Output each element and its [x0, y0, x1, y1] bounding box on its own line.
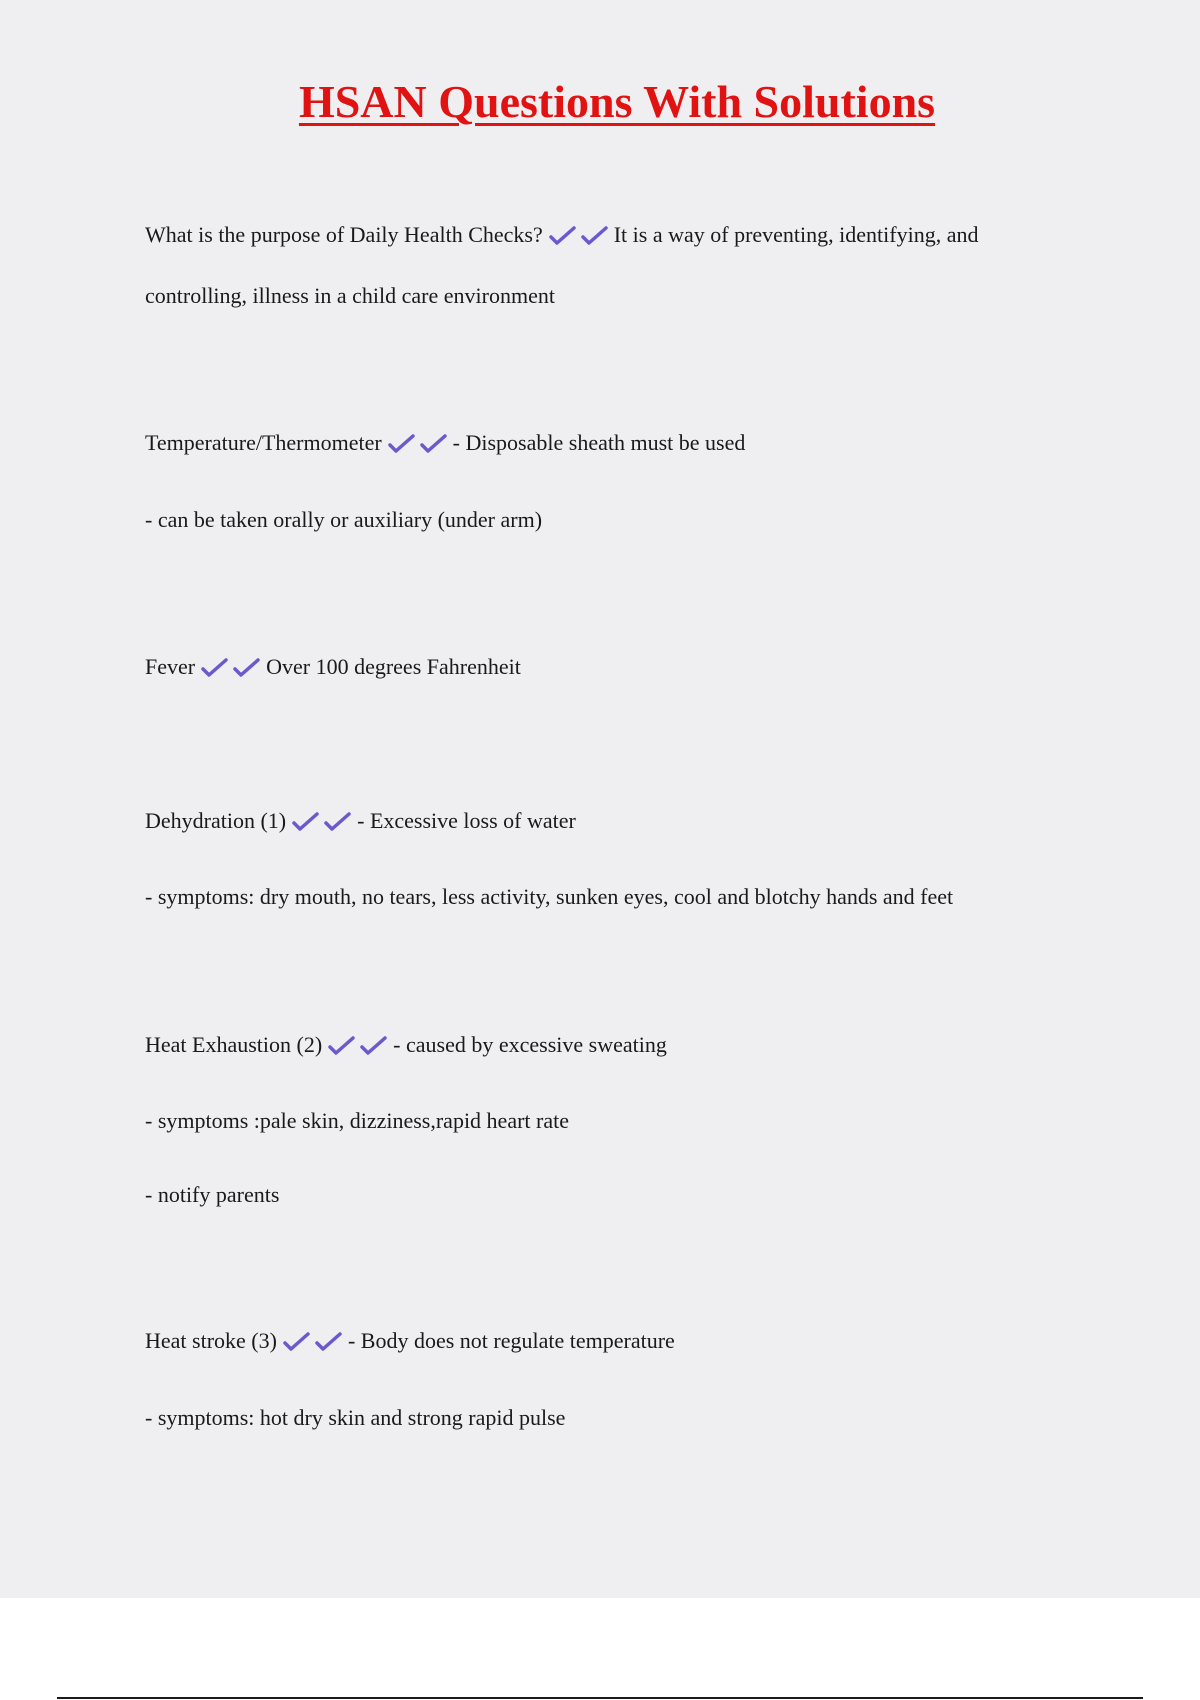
check-icon: [581, 225, 609, 247]
question-text: Temperature/Thermometer: [145, 430, 382, 455]
check-icon: [328, 1035, 356, 1057]
answer-continuation: controlling, illness in a child care environment: [145, 283, 555, 308]
double-check-icon: [199, 652, 263, 682]
qa-line-3: [145, 652, 521, 682]
double-check-icon: [386, 428, 450, 458]
answer-text: - Disposable sheath must be used: [452, 430, 746, 455]
check-icon: [324, 811, 352, 833]
double-check-icon: [326, 1030, 390, 1060]
check-icon: [549, 225, 577, 247]
check-icon: [315, 1331, 343, 1353]
answer-continuation: - can be taken orally or auxiliary (under arm): [145, 507, 543, 532]
answer-continuation: - symptoms: dry mouth, no tears, less activity, sunken eyes, cool and blotchy hands and feet: [145, 884, 954, 909]
question-text: Dehydration (1): [145, 808, 287, 833]
qa-line-1: [145, 220, 978, 250]
double-check-icon: [281, 1326, 345, 1356]
question-text: Heat stroke (3): [145, 1328, 277, 1353]
check-icon: [420, 433, 448, 455]
double-check-icon: [547, 220, 611, 250]
qa-line-6: [145, 1326, 675, 1356]
document-title: HSAN Questions With Solutions: [298, 76, 936, 127]
check-icon: [388, 433, 416, 455]
answer-text: Over 100 degrees Fahrenheit: [266, 654, 521, 679]
answer-continuation: - notify parents: [145, 1182, 280, 1207]
answer-text: It is a way of preventing, identifying, and: [613, 222, 979, 247]
footer-divider: [57, 1697, 1143, 1699]
answer-text: - Excessive loss of water: [357, 808, 576, 833]
answer-continuation: - symptoms: hot dry skin and strong rapid pulse: [145, 1405, 566, 1430]
qa-line-5: [145, 1030, 667, 1060]
qa-line-2: [145, 428, 745, 458]
double-check-icon: [290, 806, 354, 836]
answer-text: - caused by excessive sweating: [393, 1032, 667, 1057]
question-text: Heat Exhaustion (2): [145, 1032, 323, 1057]
check-icon: [360, 1035, 388, 1057]
answer-continuation: - symptoms :pale skin, dizziness,rapid heart rate: [145, 1108, 569, 1133]
check-icon: [233, 657, 261, 679]
qa-line-4: [145, 806, 576, 836]
question-text: Fever: [145, 654, 196, 679]
question-text: What is the purpose of Daily Health Checks?: [145, 222, 543, 247]
check-icon: [283, 1331, 311, 1353]
check-icon: [292, 811, 320, 833]
answer-text: - Body does not regulate temperature: [347, 1328, 675, 1353]
check-icon: [201, 657, 229, 679]
